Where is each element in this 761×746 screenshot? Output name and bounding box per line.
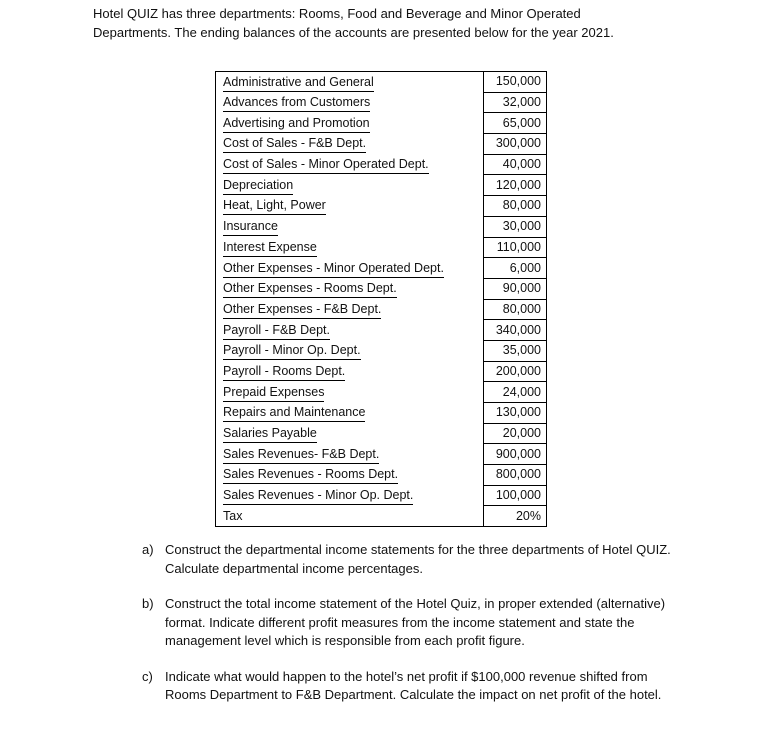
table-row	[216, 320, 547, 341]
account-name-cell	[216, 196, 484, 217]
account-amount: 900,000	[484, 444, 547, 465]
account-balances-body	[216, 72, 547, 527]
table-row	[216, 423, 547, 444]
account-amount: 200,000	[484, 361, 547, 382]
account-amount: 65,000	[484, 113, 547, 134]
intro-paragraph	[93, 4, 693, 42]
account-name-cell	[216, 216, 484, 237]
account-name-cell	[216, 175, 484, 196]
account-name-cell	[216, 506, 484, 527]
account-name-cell	[216, 340, 484, 361]
table-row	[216, 175, 547, 196]
table-row	[216, 506, 547, 527]
question-text: Construct the total income statement of the Hotel Quiz, in proper extended (alternative) format. Indicate different profit measures from the income statement and state the management level which is responsible from each profit figure.	[165, 596, 666, 648]
question-text: Indicate what would happen to the hotel’s net profit if $100,000 revenue shifted from Rooms Department to F&B Department. Calculate the impact on net profit of the hotel.	[165, 668, 662, 702]
account-amount: 6,000	[484, 258, 547, 279]
account-name: Cost of Sales - F&B Dept.	[223, 134, 366, 153]
account-name-cell	[216, 92, 484, 113]
account-name: Other Expenses - F&B Dept.	[223, 300, 381, 319]
account-name: Other Expenses - Minor Operated Dept.	[223, 259, 444, 278]
account-name-cell	[216, 258, 484, 279]
account-amount: 24,000	[484, 382, 547, 403]
question-marker: c)	[142, 668, 153, 684]
account-amount: 30,000	[484, 216, 547, 237]
account-name-cell	[216, 278, 484, 299]
question-item	[142, 595, 672, 651]
account-amount: 120,000	[484, 175, 547, 196]
account-name: Advertising and Promotion	[223, 114, 370, 133]
account-name: Insurance	[223, 217, 278, 236]
account-name: Cost of Sales - Minor Operated Dept.	[223, 155, 429, 174]
account-name-cell	[216, 134, 484, 155]
table-row	[216, 72, 547, 93]
table-row	[216, 444, 547, 465]
account-amount: 340,000	[484, 320, 547, 341]
account-name: Other Expenses - Rooms Dept.	[223, 279, 397, 298]
account-name: Heat, Light, Power	[223, 196, 326, 215]
account-name-cell	[216, 72, 484, 93]
account-amount: 20,000	[484, 423, 547, 444]
questions-list	[142, 541, 672, 722]
account-amount: 130,000	[484, 403, 547, 424]
question-marker: a)	[142, 542, 154, 557]
question-text: Construct the departmental income statements for the three departments of Hotel QUIZ. Calculate departmental income percentages.	[165, 542, 671, 576]
account-amount: 80,000	[484, 196, 547, 217]
account-name: Administrative and General	[223, 73, 374, 92]
account-name-cell	[216, 113, 484, 134]
account-amount: 100,000	[484, 485, 547, 506]
account-amount: 110,000	[484, 237, 547, 258]
table-row	[216, 216, 547, 237]
table-row	[216, 465, 547, 486]
account-name-cell	[216, 465, 484, 486]
account-amount: 20%	[484, 506, 547, 527]
account-name: Depreciation	[223, 176, 293, 195]
intro-line-2: Departments. The ending balances of the accounts are presented below for the year 2021.	[93, 25, 614, 40]
account-amount: 800,000	[484, 465, 547, 486]
account-name: Payroll - F&B Dept.	[223, 321, 330, 340]
account-amount: 300,000	[484, 134, 547, 155]
table-row	[216, 134, 547, 155]
account-name: Repairs and Maintenance	[223, 403, 365, 422]
account-name-cell	[216, 237, 484, 258]
table-row	[216, 237, 547, 258]
account-name-cell	[216, 403, 484, 424]
account-name-cell	[216, 320, 484, 341]
account-name: Prepaid Expenses	[223, 383, 324, 402]
account-name: Tax	[223, 508, 243, 523]
account-name: Interest Expense	[223, 238, 317, 257]
account-amount: 35,000	[484, 340, 547, 361]
account-amount: 150,000	[484, 72, 547, 93]
account-balances-table	[215, 71, 547, 527]
account-name: Sales Revenues - Rooms Dept.	[223, 465, 398, 484]
account-name: Sales Revenues - Minor Op. Dept.	[223, 486, 413, 505]
table-row	[216, 382, 547, 403]
account-amount: 90,000	[484, 278, 547, 299]
account-name-cell	[216, 382, 484, 403]
account-amount: 80,000	[484, 299, 547, 320]
table-row	[216, 340, 547, 361]
intro-line-1: Hotel QUIZ has three departments: Rooms, Food and Beverage and Minor Operated	[93, 6, 581, 21]
account-name-cell	[216, 361, 484, 382]
table-row	[216, 403, 547, 424]
table-row	[216, 196, 547, 217]
account-name: Sales Revenues- F&B Dept.	[223, 445, 379, 464]
account-amount: 40,000	[484, 154, 547, 175]
account-name-cell	[216, 299, 484, 320]
table-row	[216, 154, 547, 175]
account-name: Payroll - Minor Op. Dept.	[223, 341, 361, 360]
account-name-cell	[216, 444, 484, 465]
question-item	[142, 541, 672, 578]
account-name-cell	[216, 423, 484, 444]
table-row	[216, 113, 547, 134]
table-row	[216, 258, 547, 279]
table-row	[216, 278, 547, 299]
question-item	[142, 668, 672, 705]
table-row	[216, 485, 547, 506]
table-row	[216, 299, 547, 320]
account-name: Advances from Customers	[223, 93, 370, 112]
table-row	[216, 361, 547, 382]
table-row	[216, 92, 547, 113]
question-marker: b)	[142, 596, 154, 611]
account-name-cell	[216, 485, 484, 506]
account-amount: 32,000	[484, 92, 547, 113]
account-name-cell	[216, 154, 484, 175]
account-name: Payroll - Rooms Dept.	[223, 362, 345, 381]
account-name: Salaries Payable	[223, 424, 317, 443]
